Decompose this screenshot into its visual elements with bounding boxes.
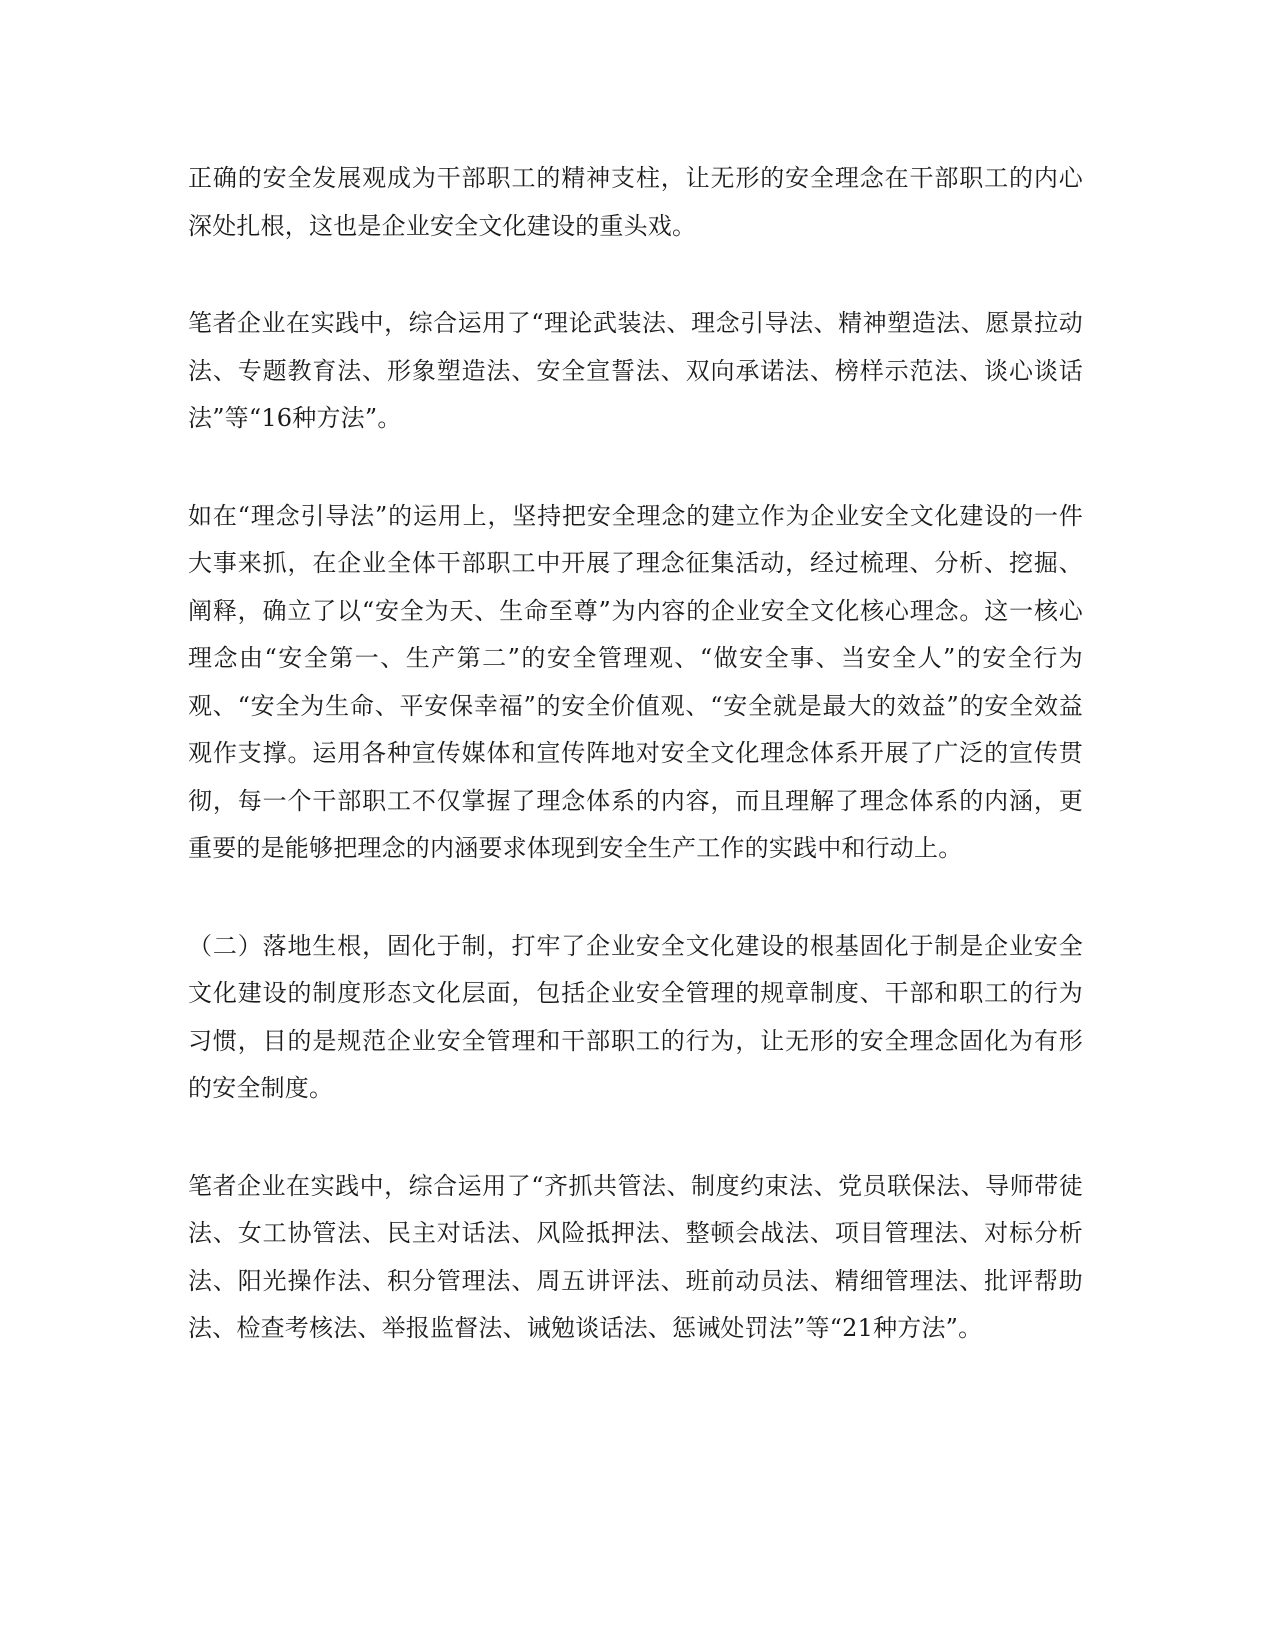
paragraph-5: 笔者企业在实践中，综合运用了“齐抓共管法、制度约束法、党员联保法、导师带徒法、女工协管法、民主对话法、风险抵押法、整顿会战法、项目管理法、对标分析法、阳光操作法、积分管理法、周五讲评法、班前动员法、精细管理法、批评帮助法、检查考核法、举报监督法、诫勉谈话法、惩诫处罚法”等“21种方法”。: [188, 1171, 1083, 1342]
paragraph-2: 笔者企业在实践中，综合运用了“理论武装法、理念引导法、精神塑造法、愿景拉动法、专题教育法、形象塑造法、安全宣誓法、双向承诺法、榜样示范法、谈心谈话法”等“16种方法”。: [188, 309, 1083, 432]
paragraph-4: （二）落地生根，固化于制，打牢了企业安全文化建设的根基固化于制是企业安全文化建设的制度形态文化层面，包括企业安全管理的规章制度、干部和职工的行为习惯，目的是规范企业安全管理和干部职工的行为，让无形的安全理念固化为有形的安全制度。: [188, 931, 1083, 1102]
paragraph-3: 如在“理念引导法”的运用上，坚持把安全理念的建立作为企业安全文化建设的一件大事来抓，在企业全体干部职工中开展了理念征集活动，经过梳理、分析、挖掘、阐释，确立了以“安全为天、生命至尊”为内容的企业安全文化核心理念。这一核心理念由“安全第一、生产第二”的安全管理观、“做安全事、当安全人”的安全行为观、“安全为生命、平安保幸福”的安全价值观、“安全就是最大的效益”的安全效益观作支撑。运用各种宣传媒体和宣传阵地对安全文化理念体系开展了广泛的宣传贯彻，每一个干部职工不仅掌握了理念体系的内容，而且理解了理念体系的内涵，更重要的是能够把理念的内涵要求体现到安全生产工作的实践中和行动上。: [188, 501, 1083, 862]
document-body: [188, 155, 1083, 1353]
paragraph-1: 正确的安全发展观成为干部职工的精神支柱，让无形的安全理念在干部职工的内心深处扎根，这也是企业安全文化建设的重头戏。: [188, 164, 1083, 240]
